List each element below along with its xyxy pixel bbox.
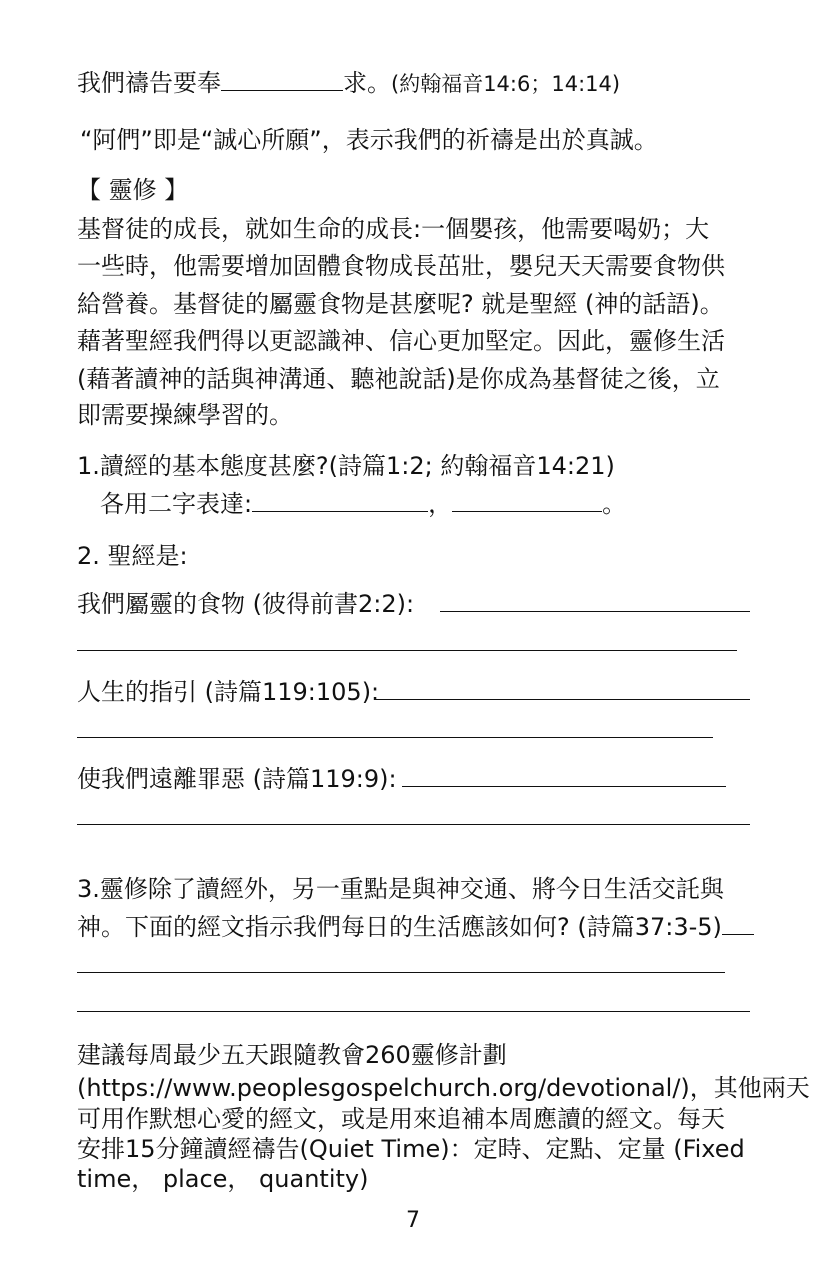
question-1: 1.讀經的基本態度甚麼?(詩篇1:2; 約翰福音14:21) (77, 452, 615, 480)
footer-line: 建議每周最少五天跟隨教會260靈修計劃 (77, 1041, 507, 1069)
question-3-line-2 (77, 912, 754, 942)
intro-line: (藉著讀神的話與神溝通、聽祂說話)是你成為基督徒之後，立 (77, 365, 720, 393)
prayer-blank[interactable] (221, 68, 343, 91)
answer-line[interactable] (402, 786, 726, 787)
question-2-item-1: 我們屬靈的食物 (彼得前書2:2): (77, 590, 415, 618)
answer-line[interactable] (374, 699, 750, 700)
prayer-reference: (約翰福音14:6；14:14) (391, 72, 621, 96)
question-2-heading: 2. 聖經是: (77, 542, 188, 570)
question-1-prompt: 各用二字表達: (100, 490, 253, 518)
footer-url-line: (https://www.peoplesgospelchurch.org/devotional/)，其他兩天 (77, 1074, 810, 1102)
footer-line: 可用作默想心愛的經文，或是用來追補本周應讀的經文。每天 (77, 1105, 725, 1133)
intro-line: 一些時，他需要增加固體食物成長茁壯，嬰兒天天需要食物供 (77, 252, 725, 280)
prayer-line (77, 68, 620, 99)
question-3-line-1: 3.靈修除了讀經外，另一重點是與神交通、將今日生活交託與 (77, 875, 724, 903)
question-2-item-3: 使我們遠離罪惡 (詩篇119:9): (77, 765, 397, 793)
footer-line: time， place， quantity) (77, 1165, 369, 1193)
amen-explanation: “阿們”即是“誠心所願”，表示我們的祈禱是出於真誠。 (80, 126, 658, 154)
intro-line: 即需要操練學習的。 (77, 401, 293, 429)
answer-line[interactable] (77, 737, 713, 738)
question-1-answer-line (100, 489, 626, 519)
question-3-text: 神。下面的經文指示我們每日的生活應該如何? (詩篇37:3-5) (77, 913, 722, 941)
answer-line[interactable] (77, 1011, 750, 1012)
prayer-prefix: 我們禱告要奉 (77, 69, 221, 97)
prayer-suffix: 求。 (343, 69, 391, 97)
answer-line[interactable] (440, 611, 750, 612)
intro-line: 藉著聖經我們得以更認識神、信心更加堅定。因此，靈修生活 (77, 327, 725, 355)
comma: ， (428, 490, 453, 518)
answer-line[interactable] (77, 824, 750, 825)
intro-line: 給營養。基督徒的屬靈食物是甚麼呢? 就是聖經 (神的話語)。 (77, 290, 724, 318)
answer-blank-3[interactable] (722, 912, 754, 935)
period: 。 (602, 490, 627, 518)
section-heading: 【 靈修 】 (77, 176, 189, 204)
question-2-item-2: 人生的指引 (詩篇119:105): (77, 678, 380, 706)
answer-line[interactable] (77, 972, 725, 973)
answer-blank-1[interactable] (252, 489, 428, 512)
answer-blank-2[interactable] (452, 489, 602, 512)
footer-line: 安排15分鐘讀經禱告(Quiet Time)：定時、定點、定量 (Fixed (77, 1135, 745, 1163)
page-number: 7 (406, 1208, 420, 1233)
intro-line: 基督徒的成長，就如生命的成長:一個嬰孩，他需要喝奶；大 (77, 215, 710, 243)
answer-line[interactable] (77, 650, 737, 651)
